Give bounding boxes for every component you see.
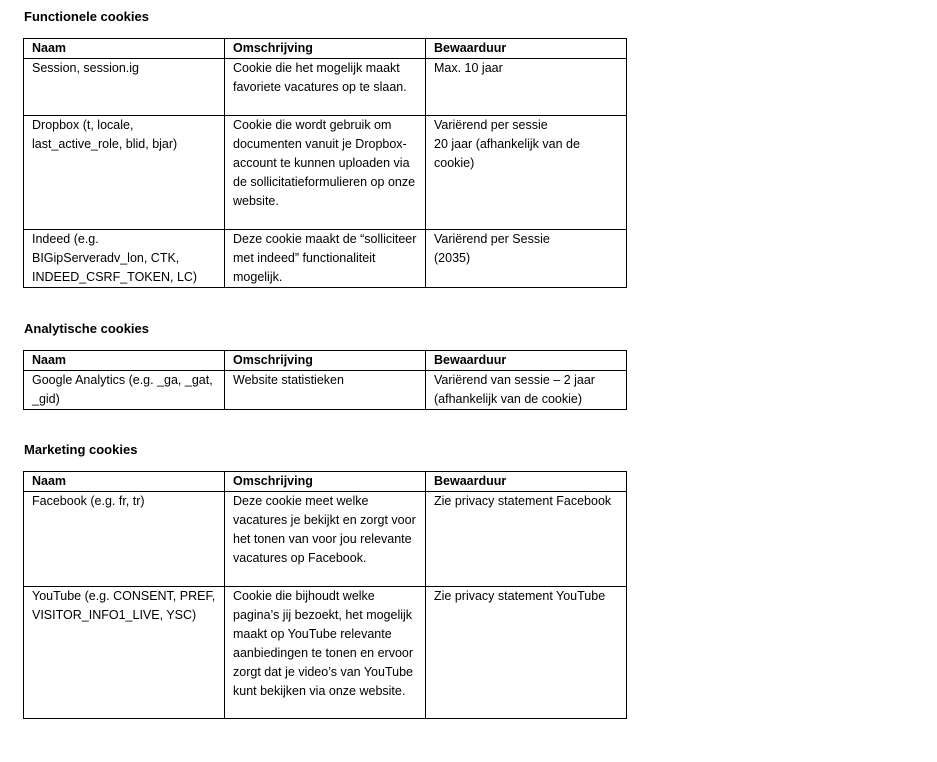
retention-line: 20 jaar (afhankelijk van de cookie) [434, 137, 580, 170]
cell-description: Deze cookie meet welke vacatures je bekijkt en zorgt voor het tonen van voor jou relevante vacatures op Facebook. [225, 492, 426, 587]
header-naam: Naam [24, 351, 225, 371]
cell-name: Facebook (e.g. fr, tr) [24, 492, 225, 587]
header-omschrijving: Omschrijving [225, 351, 426, 371]
retention-line: Zie privacy statement Facebook [434, 494, 612, 508]
retention-line: Variërend per sessie [434, 118, 548, 132]
table-row [24, 230, 627, 288]
cell-name: YouTube (e.g. CONSENT, PREF, VISITOR_INFO1_LIVE, YSC) [24, 587, 225, 719]
section-title-marketing: Marketing cookies [24, 442, 138, 457]
table-header-row [24, 351, 627, 371]
cell-retention [426, 492, 627, 587]
analytische-cookies-table [23, 350, 627, 410]
cell-retention [426, 587, 627, 719]
cell-retention [426, 230, 627, 288]
table-header-row [24, 39, 627, 59]
section-title-functionele: Functionele cookies [24, 9, 149, 24]
cell-description: Cookie die bijhoudt welke pagina’s jij bezoekt, het mogelijk maakt op YouTube relevante aanbiedingen te tonen en ervoor zorgt dat je video’s van YouTube kunt bekijken via onze website. [225, 587, 426, 719]
cell-name: Google Analytics (e.g. _ga, _gat, _gid) [24, 371, 225, 410]
retention-line: Variërend per Sessie [434, 232, 550, 246]
header-bewaarduur: Bewaarduur [426, 351, 627, 371]
header-bewaarduur: Bewaarduur [426, 39, 627, 59]
cell-name: Indeed (e.g. BIGipServeradv_lon, CTK, INDEED_CSRF_TOKEN, LC) [24, 230, 225, 288]
marketing-cookies-table [23, 471, 627, 719]
functionele-cookies-table [23, 38, 627, 288]
cell-retention [426, 371, 627, 410]
cell-description: Deze cookie maakt de “solliciteer met indeed” functionaliteit mogelijk. [225, 230, 426, 288]
retention-line: Max. 10 jaar [434, 61, 503, 75]
cell-description: Cookie die het mogelijk maakt favoriete vacatures op te slaan. [225, 59, 426, 116]
header-omschrijving: Omschrijving [225, 472, 426, 492]
header-bewaarduur: Bewaarduur [426, 472, 627, 492]
cell-name: Dropbox (t, locale, last_active_role, blid, bjar) [24, 116, 225, 230]
table-row [24, 116, 627, 230]
table-row [24, 492, 627, 587]
cell-description: Cookie die wordt gebruik om documenten vanuit je Dropbox-account te kunnen uploaden via de sollicitatieformulieren op onze website. [225, 116, 426, 230]
retention-line: (2035) [434, 251, 471, 265]
section-title-analytische: Analytische cookies [24, 321, 149, 336]
cell-retention [426, 116, 627, 230]
header-naam: Naam [24, 39, 225, 59]
table-row [24, 587, 627, 719]
cell-description: Website statistieken [225, 371, 426, 410]
table-header-row [24, 472, 627, 492]
cell-retention [426, 59, 627, 116]
header-naam: Naam [24, 472, 225, 492]
table-row [24, 59, 627, 116]
retention-line: Zie privacy statement YouTube [434, 589, 606, 603]
table-row [24, 371, 627, 410]
cell-name: Session, session.ig [24, 59, 225, 116]
retention-line: Variërend van sessie – 2 jaar (afhankelijk van de cookie) [434, 373, 595, 406]
header-omschrijving: Omschrijving [225, 39, 426, 59]
